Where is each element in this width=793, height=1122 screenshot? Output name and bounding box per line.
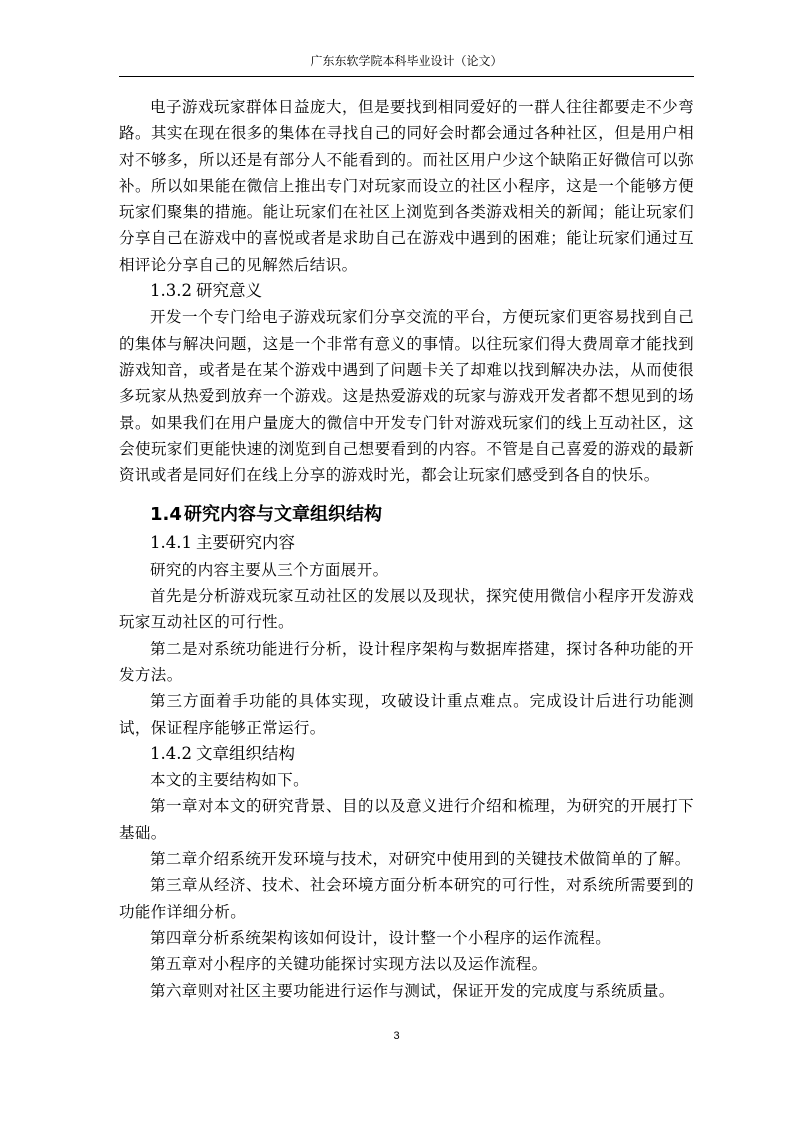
paragraph: 第一章对本文的研究背景、目的以及意义进行介绍和梳理，为研究的开展打下基础。 [119,797,694,842]
section-title: 研究意义 [196,281,262,301]
section-heading-1-4-2 [119,741,694,767]
paragraph: 第六章则对社区主要功能进行运作与测试，保证开发的完成度与系统质量。 [150,981,675,1000]
paragraph: 研究的内容主要从三个方面展开。 [150,560,389,579]
section-title: 主要研究内容 [196,533,295,553]
running-header [119,52,694,77]
section-number: 1.4 [150,504,182,526]
paragraph: 第二是对系统功能进行分析，设计程序架构与数据库搭建，探讨各种功能的开发方法。 [119,639,694,684]
running-header-title: 广东东软学院本科毕业设计（论文） [310,54,503,68]
paragraph: 第四章分析系统架构该如何设计，设计整一个小程序的运作流程。 [150,928,612,947]
page-body [119,94,694,1004]
section-number: 1.4.2 [150,743,192,763]
paragraph: 电子游戏玩家群体日益庞大，但是要找到相同爱好的一群人往往都要走不少弯路。其实在现在很多的集体在寻找自己的同好会时都会通过各种社区，但是用户相对不够多，所以还是有部分人不能看到的。而社区用户少这个缺陷正好微信可以弥补。所以如果能在微信上推出专门对玩家而设立的社区小程序，这是一个能够方便玩家们聚集的措施。能让玩家们在社区上浏览到各类游戏相关的新闻；能让玩家们分享自己在游戏中的喜悦或者是求助自己在游戏中遇到的困难；能让玩家们通过互相评论分享自己的见解然后结识。 [119,98,694,274]
section-heading-1-3-2 [119,278,694,304]
paragraph: 首先是分析游戏玩家互动社区的发展以及现状，探究使用微信小程序开发游戏玩家互动社区的可行性。 [119,587,694,632]
section-heading-1-4 [119,500,694,530]
section-heading-1-4-1 [119,530,694,556]
section-title: 文章组织结构 [196,743,295,763]
paragraph: 第三方面着手功能的具体实现，攻破设计重点难点。完成设计后进行功能测试，保证程序能够正常运行。 [119,692,694,737]
section-number: 1.4.1 [150,533,192,553]
paragraph: 第二章介绍系统开发环境与技术，对研究中使用到的关键技术做简单的了解。 [150,850,691,869]
section-title: 研究内容与文章组织结构 [184,504,382,526]
paragraph: 本文的主要结构如下。 [150,771,310,790]
section-number: 1.3.2 [150,281,192,301]
page-number: 3 [393,1030,400,1042]
paragraph: 开发一个专门给电子游戏玩家们分享交流的平台，方便玩家们更容易找到自己的集体与解决问题，这是一个非常有意义的事情。以往玩家们得大费周章才能找到游戏知音，或者是在某个游戏中遇到了问题卡关了却难以找到解决办法，从而使很多玩家从热爱到放弃一个游戏。这是热爱游戏的玩家与游戏开发者都不想见到的场景。如果我们在用户量庞大的微信中开发专门针对游戏玩家们的线上互动社区，这会使玩家们更能快速的浏览到自己想要看到的内容。不管是自己喜爱的游戏的最新资讯或者是同好们在线上分享的游戏时光，都会让玩家们感受到各自的快乐。 [119,308,694,485]
paragraph: 第五章对小程序的关键功能探讨实现方法以及运作流程。 [150,955,548,974]
paragraph: 第三章从经济、技术、社会环境方面分析本研究的可行性，对系统所需要到的功能作详细分析。 [119,876,694,921]
